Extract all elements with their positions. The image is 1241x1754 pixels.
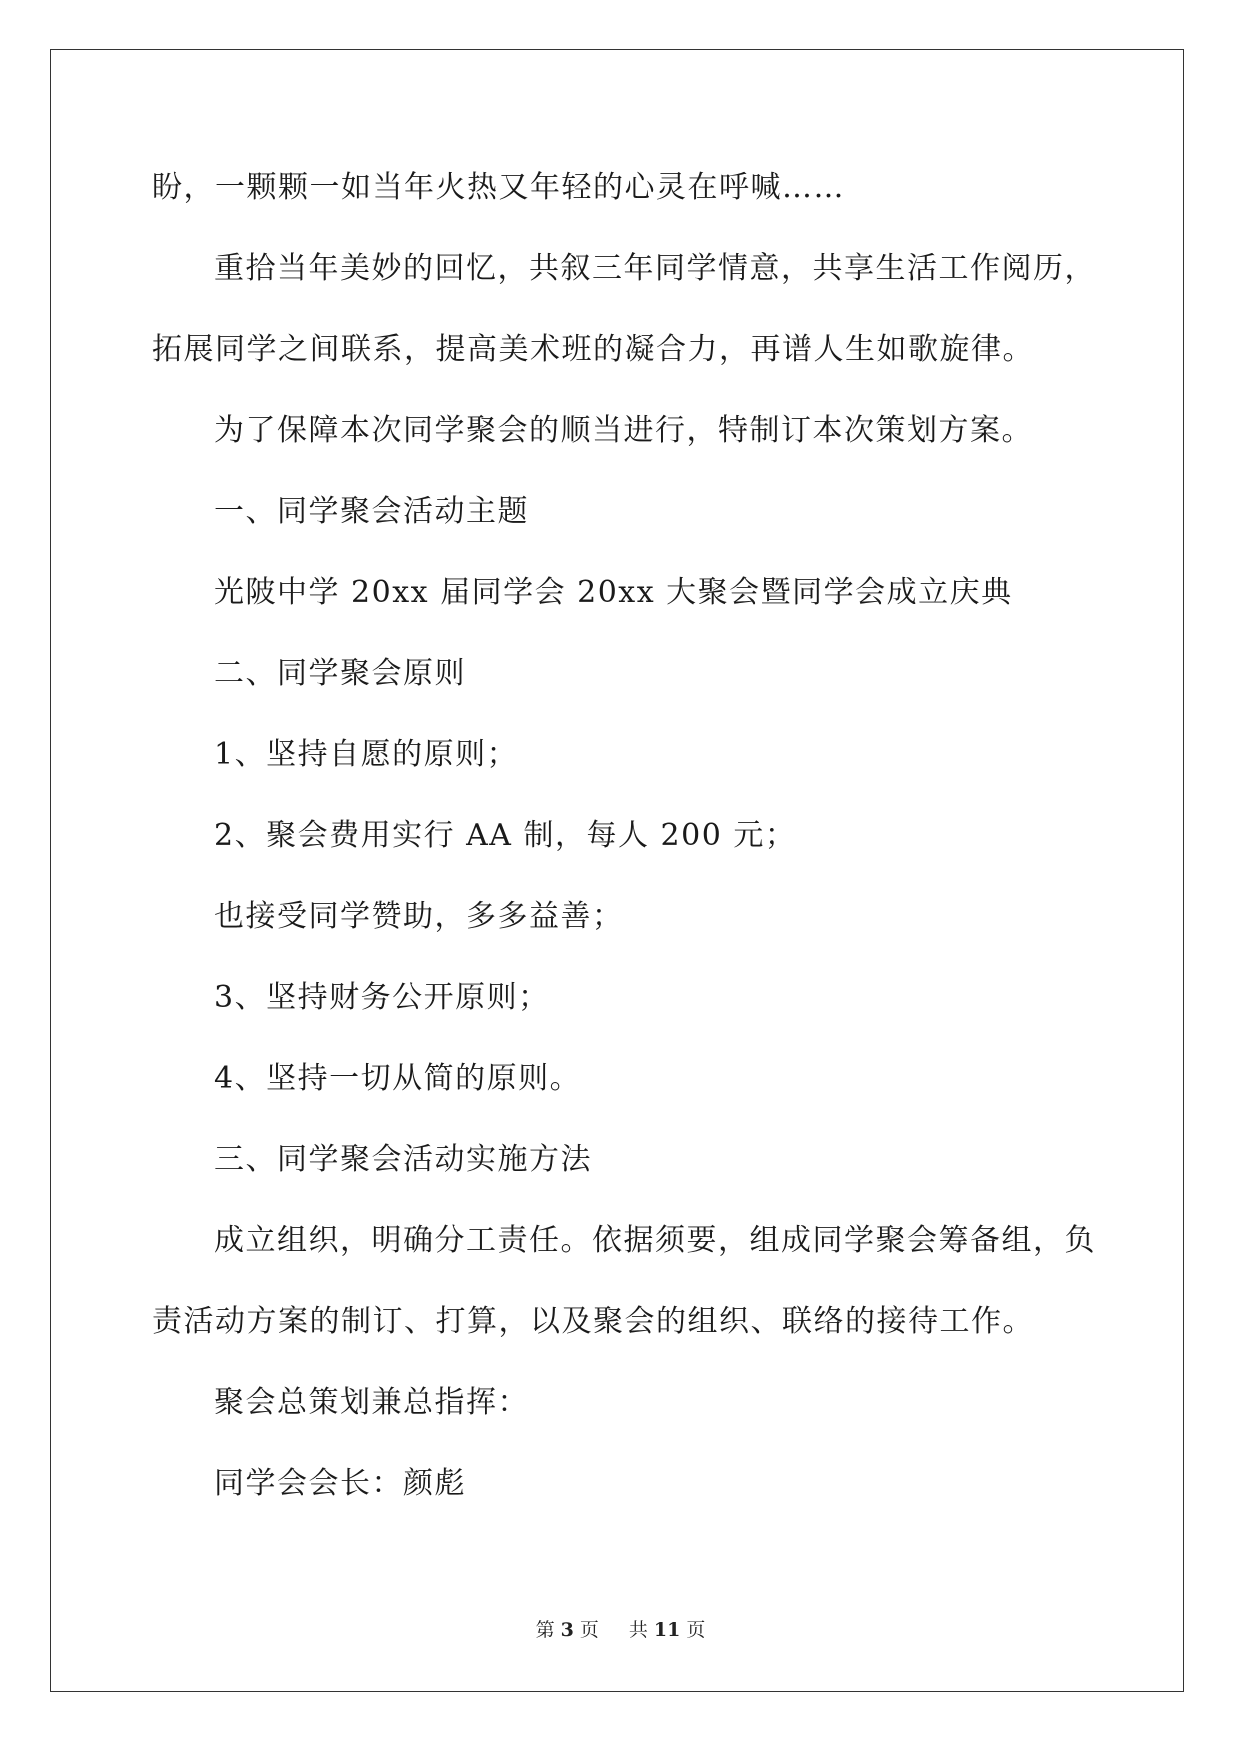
section-heading: 二、同学聚会原则 — [214, 656, 466, 691]
list-item: 1、坚持自愿的原则； — [214, 737, 519, 772]
section-heading: 一、同学聚会活动主题 — [214, 494, 529, 529]
paragraph-line: 也接受同学赞助，多多益善； — [214, 899, 624, 934]
paragraph-line: 同学会会长：颜彪 — [214, 1466, 466, 1501]
page-suffix: 页 — [579, 1619, 599, 1641]
page-indicator — [530, 1619, 605, 1641]
paragraph-line: 聚会总策划兼总指挥： — [214, 1385, 529, 1420]
paragraph-line: 重拾当年美妙的回忆，共叙三年同学情意，共享生活工作阅历， — [214, 251, 1096, 286]
section-heading: 三、同学聚会活动实施方法 — [214, 1142, 592, 1177]
page-prefix: 第 — [535, 1619, 555, 1641]
total-pages-indicator — [623, 1619, 711, 1641]
page-footer — [0, 1618, 1241, 1642]
page-number: 3 — [560, 1619, 574, 1641]
total-prefix: 共 — [628, 1619, 648, 1641]
list-item: 4、坚持一切从简的原则。 — [214, 1061, 582, 1096]
total-pages: 11 — [653, 1619, 681, 1641]
paragraph-line: 责活动方案的制订、打算，以及聚会的组织、联络的接待工作。 — [152, 1304, 1034, 1339]
paragraph-line: 盼，一颗颗一如当年火热又年轻的心灵在呼喊…… — [152, 170, 845, 205]
page-border — [50, 49, 1184, 1692]
total-suffix: 页 — [686, 1619, 706, 1641]
paragraph-line: 成立组织，明确分工责任。依据须要，组成同学聚会筹备组，负 — [214, 1223, 1096, 1258]
paragraph-line: 为了保障本次同学聚会的顺当进行，特制订本次策划方案。 — [214, 413, 1033, 448]
paragraph-line: 拓展同学之间联系，提高美术班的凝合力，再谱人生如歌旋律。 — [152, 332, 1034, 367]
list-item: 3、坚持财务公开原则； — [214, 980, 550, 1015]
paragraph-line: 光陂中学 20xx 届同学会 20xx 大聚会暨同学会成立庆典 — [214, 575, 1013, 610]
list-item: 2、聚会费用实行 AA 制，每人 200 元； — [214, 818, 797, 853]
